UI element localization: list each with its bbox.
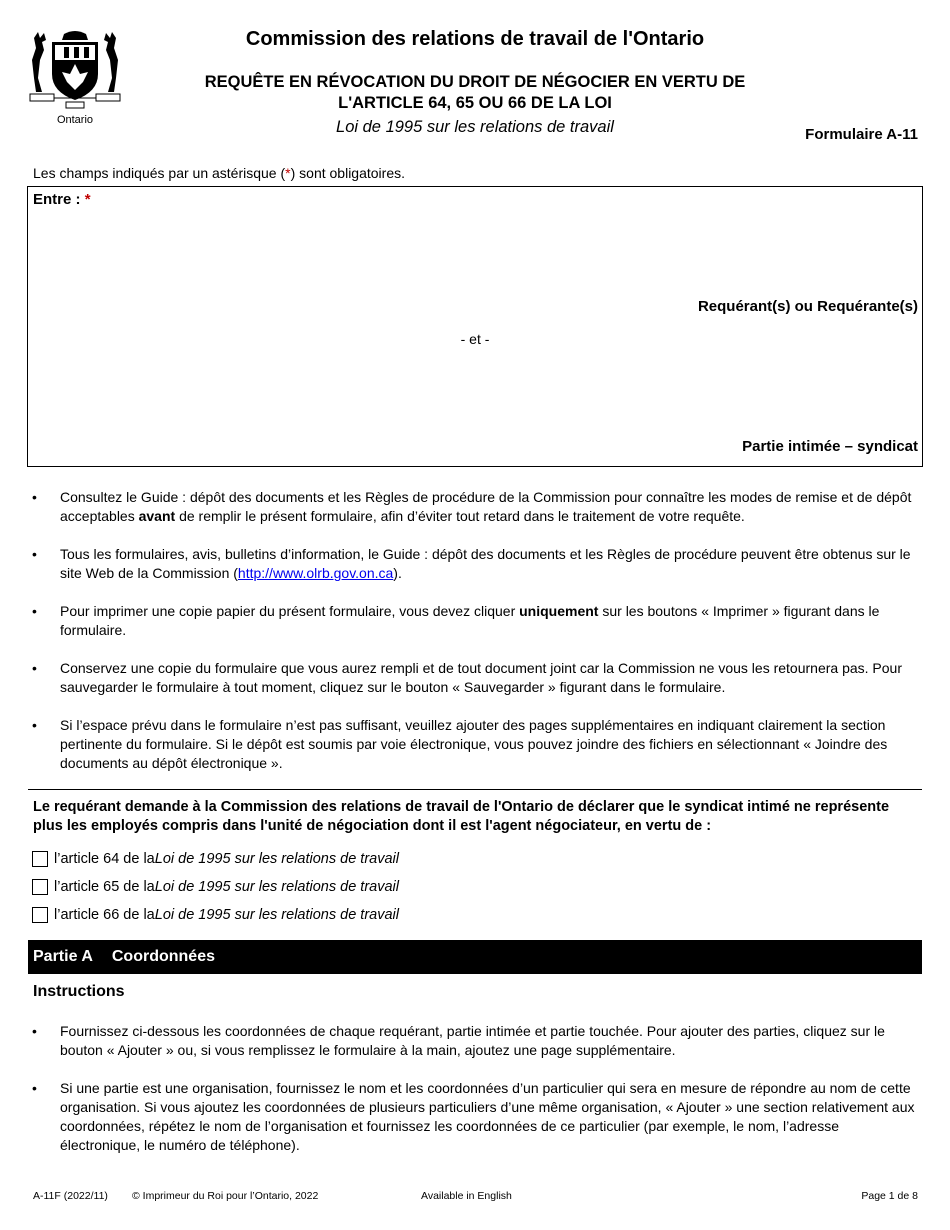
et-separator: - et - xyxy=(460,331,490,347)
entre-required-star: * xyxy=(84,191,91,208)
request-statement: Le requérant demande à la Commission des relations de travail de l'Ontario de déclarer que le syndicat intimé ne représente plus les employés compris dans l'unité de négociation dont il est l'agent négociateur, en vertu de : xyxy=(33,799,890,834)
checkbox-label: l’article 65 de la xyxy=(54,879,155,895)
required-note-before: Les champs indiqués par un astérisque ( xyxy=(33,165,286,181)
act-name: Loi de 1995 sur les relations de travail xyxy=(336,118,614,136)
bullet-icon: • xyxy=(32,717,37,733)
bullet-item xyxy=(30,1022,922,1060)
form-title-line1: REQUÊTE EN RÉVOCATION DU DROIT DE NÉGOCIER EN VERTU DE xyxy=(204,73,746,91)
bullet-text: Consultez le Guide : dépôt des documents et les Règles de procédure de la Commission pour connaître les modes de remise et de dépôt acceptables xyxy=(60,489,912,524)
bullet-icon: • xyxy=(32,1080,37,1096)
commission-name: Commission des relations de travail de l'Ontario xyxy=(245,28,705,50)
footer-copyright: © Imprimeur du Roi pour l’Ontario, 2022 xyxy=(132,1190,319,1202)
bullet-icon: • xyxy=(32,1023,37,1039)
part-a-header xyxy=(28,940,922,974)
entre-label xyxy=(33,191,91,208)
bullet-icon: • xyxy=(32,489,37,505)
footer-form-code: A-11F (2022/11) xyxy=(33,1190,108,1202)
checkbox-label: l’article 64 de la xyxy=(54,851,155,867)
footer-page-number: Page 1 de 8 xyxy=(861,1190,918,1202)
form-number: Formulaire A-11 xyxy=(805,126,918,143)
checkbox-row-article-66 xyxy=(32,905,399,925)
respondent-label: Partie intimée – syndicat xyxy=(742,438,918,455)
bullet-text: ). xyxy=(393,565,402,581)
article-66-checkbox[interactable] xyxy=(32,907,48,923)
bullet-item xyxy=(30,545,922,583)
bullet-item xyxy=(30,602,922,640)
instructions-bullets xyxy=(30,1022,922,1174)
applicant-label: Requérant(s) ou Requérante(s) xyxy=(697,298,918,315)
bullet-text: Conservez une copie du formulaire que vous aurez rempli et de tout document joint car la Commission ne vous les retournera pas. Pour sauvegarder le formulaire à tout moment, cliquez sur le bouton « Sauvegarder » figurant dans le formulaire. xyxy=(60,660,902,695)
bullet-icon: • xyxy=(32,603,37,619)
bullet-bold: avant xyxy=(138,508,176,524)
bullet-text: Si l’espace prévu dans le formulaire n’est pas suffisant, veuillez ajouter des pages supplémentaires en indiquant clairement la section pertinente du formulaire. Si le dépôt est soumis par voie électronique, vous pouvez joindre des fichiers en sélectionnant « Joindre des documents au dépôt électronique ». xyxy=(60,717,888,771)
bullet-text: Si une partie est une organisation, fournissez le nom et les coordonnées d’un particulier qui sera en mesure de répondre au nom de cette organisation. Si vous ajoutez les coordonnées de plusieurs particuliers d’une même organisation, « Ajouter » une section relativement aux coordonnées, répétez le nom de l’organisation et fournissez les coordonnées de ce particulier (par exemple, le nom, l’adresse électronique, le numéro de téléphone). xyxy=(60,1080,915,1153)
olrb-website-link[interactable]: http://www.olrb.gov.on.ca xyxy=(237,565,394,581)
checkbox-row-article-64 xyxy=(32,849,399,869)
checkbox-label-act: Loi de 1995 sur les relations de travail xyxy=(154,851,399,867)
footer-language-link[interactable]: Available in English xyxy=(421,1190,512,1202)
checkbox-label-act: Loi de 1995 sur les relations de travail xyxy=(154,907,399,923)
form-title-line2: L'ARTICLE 64, 65 OU 66 DE LA LOI xyxy=(338,94,612,112)
checkbox-row-article-65 xyxy=(32,877,399,897)
instructions-heading: Instructions xyxy=(33,983,125,1000)
guidance-bullets xyxy=(30,488,922,792)
bullet-text: sur les boutons « Imprimer » figurant dans le formulaire. xyxy=(60,603,880,638)
section-divider xyxy=(28,789,922,790)
required-fields-note xyxy=(33,165,405,181)
bullet-bold: uniquement xyxy=(519,603,599,619)
bullet-text: Fournissez ci-dessous les coordonnées de chaque requérant, partie intimée et partie touchée. Pour ajouter des parties, cliquez sur le bouton « Ajouter » ou, si vous remplissez le formulaire à la main, ajoutez une page supplémentaire. xyxy=(60,1023,885,1058)
required-star: * xyxy=(285,165,291,181)
checkbox-label-act: Loi de 1995 sur les relations de travail xyxy=(154,879,399,895)
form-title xyxy=(150,72,800,114)
bullet-text: Pour imprimer une copie papier du présent formulaire, vous devez cliquer xyxy=(60,603,520,619)
bullet-item xyxy=(30,488,922,526)
bullet-item xyxy=(30,659,922,697)
bullet-item xyxy=(30,716,922,773)
part-a-title: Coordonnées xyxy=(111,948,215,965)
bullet-icon: • xyxy=(32,546,37,562)
part-a-label: Partie A xyxy=(33,948,93,965)
logo-wordmark: Ontario xyxy=(56,114,94,126)
required-note-after: ) sont obligatoires. xyxy=(290,165,406,181)
parties-box[interactable] xyxy=(27,186,923,467)
article-65-checkbox[interactable] xyxy=(32,879,48,895)
checkbox-label: l’article 66 de la xyxy=(54,907,155,923)
article-64-checkbox[interactable] xyxy=(32,851,48,867)
bullet-icon: • xyxy=(32,660,37,676)
bullet-item xyxy=(30,1079,922,1155)
bullet-text: de remplir le présent formulaire, afin d’éviter tout retard dans le traitement de votre requête. xyxy=(175,508,745,524)
bullet-text: Tous les formulaires, avis, bulletins d’information, le Guide : dépôt des documents et les Règles de procédure peuvent être obtenus sur le site Web de la Commission ( xyxy=(60,546,911,581)
entre-text: Entre : xyxy=(33,191,81,208)
